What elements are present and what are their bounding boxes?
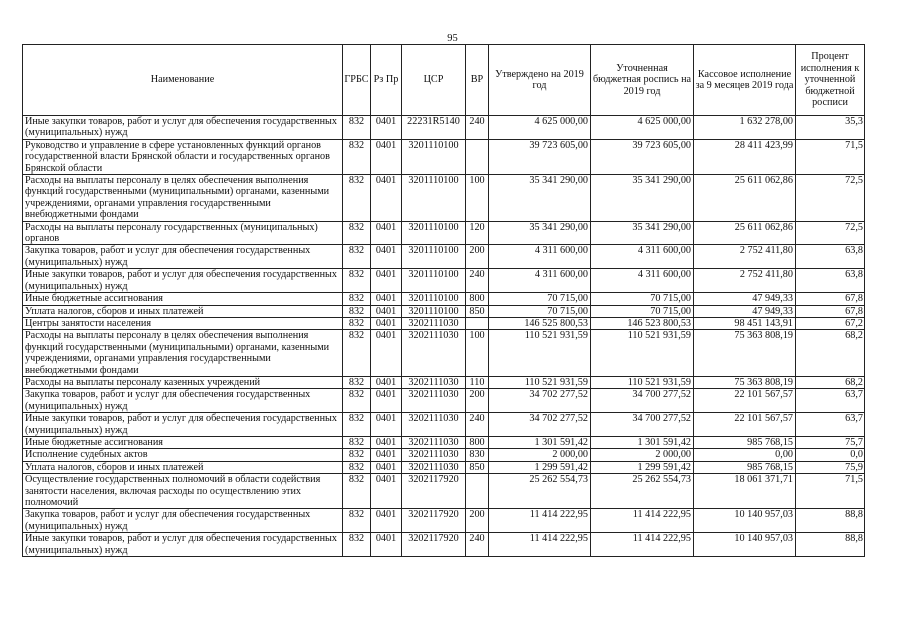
cell-grbs: 832 bbox=[343, 293, 371, 305]
cell-cash: 98 451 143,91 bbox=[694, 317, 796, 329]
cell-cash: 0,00 bbox=[694, 449, 796, 461]
cell-refined: 4 311 600,00 bbox=[591, 245, 694, 269]
cell-name: Руководство и управление в сфере установленных функций органов государственной власти Брянской области и государственных органов Брянской области bbox=[23, 139, 343, 174]
cell-rzpr: 0401 bbox=[371, 269, 402, 293]
cell-vr: 100 bbox=[466, 330, 489, 377]
cell-grbs: 832 bbox=[343, 175, 371, 222]
cell-cash: 10 140 957,03 bbox=[694, 533, 796, 557]
cell-approved: 2 000,00 bbox=[489, 449, 591, 461]
cell-name: Расходы на выплаты персоналу государственных (муниципальных) органов bbox=[23, 221, 343, 245]
cell-rzpr: 0401 bbox=[371, 139, 402, 174]
table-row bbox=[23, 533, 865, 557]
cell-vr: 110 bbox=[466, 376, 489, 388]
cell-percent: 88,8 bbox=[796, 533, 865, 557]
cell-name: Расходы на выплаты персоналу казенных учреждений bbox=[23, 376, 343, 388]
table-row bbox=[23, 116, 865, 140]
cell-vr: 800 bbox=[466, 293, 489, 305]
cell-vr bbox=[466, 317, 489, 329]
cell-csr: 3201110100 bbox=[402, 245, 466, 269]
cell-csr: 3201110100 bbox=[402, 269, 466, 293]
cell-refined: 2 000,00 bbox=[591, 449, 694, 461]
cell-csr: 3202117920 bbox=[402, 533, 466, 557]
cell-cash: 47 949,33 bbox=[694, 293, 796, 305]
cell-name: Иные закупки товаров, работ и услуг для обеспечения государственных (муниципальных) нужд bbox=[23, 269, 343, 293]
cell-grbs: 832 bbox=[343, 509, 371, 533]
cell-name: Исполнение судебных актов bbox=[23, 449, 343, 461]
cell-approved: 146 525 800,53 bbox=[489, 317, 591, 329]
cell-percent: 63,8 bbox=[796, 245, 865, 269]
cell-grbs: 832 bbox=[343, 245, 371, 269]
cell-refined: 4 311 600,00 bbox=[591, 269, 694, 293]
cell-grbs: 832 bbox=[343, 436, 371, 448]
cell-grbs: 832 bbox=[343, 376, 371, 388]
cell-rzpr: 0401 bbox=[371, 305, 402, 317]
cell-csr: 3202111030 bbox=[402, 376, 466, 388]
cell-percent: 67,8 bbox=[796, 293, 865, 305]
cell-vr: 200 bbox=[466, 509, 489, 533]
cell-percent: 68,2 bbox=[796, 376, 865, 388]
table-row bbox=[23, 139, 865, 174]
column-header-approved: Утверждено на 2019 год bbox=[489, 45, 591, 116]
cell-vr: 850 bbox=[466, 305, 489, 317]
cell-cash: 25 611 062,86 bbox=[694, 175, 796, 222]
cell-vr: 240 bbox=[466, 533, 489, 557]
table-row bbox=[23, 269, 865, 293]
cell-csr: 3202111030 bbox=[402, 330, 466, 377]
cell-rzpr: 0401 bbox=[371, 221, 402, 245]
cell-percent: 67,8 bbox=[796, 305, 865, 317]
cell-approved: 70 715,00 bbox=[489, 293, 591, 305]
cell-vr: 100 bbox=[466, 175, 489, 222]
cell-refined: 11 414 222,95 bbox=[591, 509, 694, 533]
cell-cash: 2 752 411,80 bbox=[694, 269, 796, 293]
cell-rzpr: 0401 bbox=[371, 293, 402, 305]
cell-rzpr: 0401 bbox=[371, 413, 402, 437]
table-row bbox=[23, 330, 865, 377]
cell-rzpr: 0401 bbox=[371, 116, 402, 140]
cell-percent: 88,8 bbox=[796, 509, 865, 533]
cell-csr: 22231R5140 bbox=[402, 116, 466, 140]
cell-vr: 200 bbox=[466, 245, 489, 269]
table-row bbox=[23, 474, 865, 509]
column-header-rzpr: Рз Пр bbox=[371, 45, 402, 116]
cell-name: Осуществление государственных полномочий в области содействия занятости населения, включая расходы по осуществлению этих полномочий bbox=[23, 474, 343, 509]
cell-percent: 63,7 bbox=[796, 413, 865, 437]
cell-approved: 35 341 290,00 bbox=[489, 175, 591, 222]
cell-approved: 4 625 000,00 bbox=[489, 116, 591, 140]
cell-cash: 1 632 278,00 bbox=[694, 116, 796, 140]
table-row bbox=[23, 245, 865, 269]
cell-percent: 71,5 bbox=[796, 474, 865, 509]
cell-csr: 3202111030 bbox=[402, 413, 466, 437]
cell-percent: 68,2 bbox=[796, 330, 865, 377]
cell-approved: 39 723 605,00 bbox=[489, 139, 591, 174]
cell-name: Расходы на выплаты персоналу в целях обеспечения выполнения функций государственными (муниципальными) органами, казенными учреждениями, органами управления государственными внебюджетными фондами bbox=[23, 175, 343, 222]
cell-cash: 47 949,33 bbox=[694, 305, 796, 317]
cell-rzpr: 0401 bbox=[371, 449, 402, 461]
cell-refined: 35 341 290,00 bbox=[591, 175, 694, 222]
cell-cash: 75 363 808,19 bbox=[694, 376, 796, 388]
cell-name: Иные закупки товаров, работ и услуг для обеспечения государственных (муниципальных) нужд bbox=[23, 116, 343, 140]
table-row bbox=[23, 436, 865, 448]
cell-refined: 25 262 554,73 bbox=[591, 474, 694, 509]
cell-refined: 110 521 931,59 bbox=[591, 330, 694, 377]
table-row bbox=[23, 413, 865, 437]
cell-csr: 3202117920 bbox=[402, 509, 466, 533]
cell-vr: 240 bbox=[466, 413, 489, 437]
cell-vr bbox=[466, 474, 489, 509]
cell-cash: 22 101 567,57 bbox=[694, 413, 796, 437]
column-header-percent: Процент исполнения к уточненной бюджетной росписи bbox=[796, 45, 865, 116]
cell-cash: 28 411 423,99 bbox=[694, 139, 796, 174]
cell-cash: 985 768,15 bbox=[694, 461, 796, 473]
cell-refined: 110 521 931,59 bbox=[591, 376, 694, 388]
cell-percent: 72,5 bbox=[796, 221, 865, 245]
cell-csr: 3202111030 bbox=[402, 436, 466, 448]
table-row bbox=[23, 509, 865, 533]
cell-cash: 25 611 062,86 bbox=[694, 221, 796, 245]
table-row bbox=[23, 293, 865, 305]
page-number: 95 bbox=[447, 33, 458, 44]
cell-rzpr: 0401 bbox=[371, 376, 402, 388]
cell-csr: 3201110100 bbox=[402, 293, 466, 305]
cell-grbs: 832 bbox=[343, 449, 371, 461]
cell-cash: 10 140 957,03 bbox=[694, 509, 796, 533]
cell-name: Иные закупки товаров, работ и услуг для обеспечения государственных (муниципальных) нужд bbox=[23, 533, 343, 557]
cell-cash: 985 768,15 bbox=[694, 436, 796, 448]
cell-refined: 11 414 222,95 bbox=[591, 533, 694, 557]
cell-vr: 830 bbox=[466, 449, 489, 461]
cell-rzpr: 0401 bbox=[371, 389, 402, 413]
cell-approved: 4 311 600,00 bbox=[489, 269, 591, 293]
budget-table bbox=[22, 44, 865, 557]
cell-cash: 22 101 567,57 bbox=[694, 389, 796, 413]
cell-cash: 75 363 808,19 bbox=[694, 330, 796, 377]
header-row bbox=[23, 45, 865, 116]
cell-rzpr: 0401 bbox=[371, 175, 402, 222]
cell-percent: 0,0 bbox=[796, 449, 865, 461]
table-row bbox=[23, 389, 865, 413]
cell-approved: 4 311 600,00 bbox=[489, 245, 591, 269]
table-row bbox=[23, 317, 865, 329]
cell-percent: 63,8 bbox=[796, 269, 865, 293]
cell-vr: 120 bbox=[466, 221, 489, 245]
cell-vr bbox=[466, 139, 489, 174]
cell-approved: 11 414 222,95 bbox=[489, 509, 591, 533]
cell-approved: 34 702 277,52 bbox=[489, 389, 591, 413]
cell-refined: 39 723 605,00 bbox=[591, 139, 694, 174]
table-row bbox=[23, 376, 865, 388]
column-header-grbs: ГРБС bbox=[343, 45, 371, 116]
table-row bbox=[23, 221, 865, 245]
cell-grbs: 832 bbox=[343, 330, 371, 377]
cell-cash: 18 061 371,71 bbox=[694, 474, 796, 509]
column-header-cash: Кассовое исполнение за 9 месяцев 2019 года bbox=[694, 45, 796, 116]
column-header-name: Наименование bbox=[23, 45, 343, 116]
cell-vr: 200 bbox=[466, 389, 489, 413]
cell-csr: 3202111030 bbox=[402, 317, 466, 329]
cell-percent: 72,5 bbox=[796, 175, 865, 222]
cell-approved: 70 715,00 bbox=[489, 305, 591, 317]
column-header-csr: ЦСР bbox=[402, 45, 466, 116]
cell-name: Центры занятости населения bbox=[23, 317, 343, 329]
cell-grbs: 832 bbox=[343, 474, 371, 509]
cell-name: Расходы на выплаты персоналу в целях обеспечения выполнения функций государственными (муниципальными) органами, казенными учреждениями, органами управления государственными внебюджетными фондами bbox=[23, 330, 343, 377]
cell-refined: 1 299 591,42 bbox=[591, 461, 694, 473]
cell-rzpr: 0401 bbox=[371, 436, 402, 448]
cell-csr: 3202111030 bbox=[402, 461, 466, 473]
cell-percent: 35,3 bbox=[796, 116, 865, 140]
cell-approved: 110 521 931,59 bbox=[489, 330, 591, 377]
cell-percent: 63,7 bbox=[796, 389, 865, 413]
cell-csr: 3202111030 bbox=[402, 449, 466, 461]
cell-name: Уплата налогов, сборов и иных платежей bbox=[23, 461, 343, 473]
cell-refined: 1 301 591,42 bbox=[591, 436, 694, 448]
cell-name: Иные закупки товаров, работ и услуг для обеспечения государственных (муниципальных) нужд bbox=[23, 413, 343, 437]
cell-csr: 3202111030 bbox=[402, 389, 466, 413]
cell-percent: 67,2 bbox=[796, 317, 865, 329]
cell-grbs: 832 bbox=[343, 533, 371, 557]
cell-grbs: 832 bbox=[343, 317, 371, 329]
cell-name: Закупка товаров, работ и услуг для обеспечения государственных (муниципальных) нужд bbox=[23, 509, 343, 533]
cell-approved: 1 299 591,42 bbox=[489, 461, 591, 473]
cell-csr: 3201110100 bbox=[402, 305, 466, 317]
cell-approved: 1 301 591,42 bbox=[489, 436, 591, 448]
cell-grbs: 832 bbox=[343, 269, 371, 293]
cell-percent: 75,7 bbox=[796, 436, 865, 448]
column-header-refined: Уточненная бюджетная роспись на 2019 год bbox=[591, 45, 694, 116]
cell-csr: 3201110100 bbox=[402, 221, 466, 245]
cell-rzpr: 0401 bbox=[371, 533, 402, 557]
cell-vr: 240 bbox=[466, 116, 489, 140]
cell-refined: 34 700 277,52 bbox=[591, 389, 694, 413]
table-header bbox=[23, 45, 865, 116]
table-row bbox=[23, 461, 865, 473]
cell-grbs: 832 bbox=[343, 116, 371, 140]
cell-grbs: 832 bbox=[343, 139, 371, 174]
table-row bbox=[23, 449, 865, 461]
cell-vr: 800 bbox=[466, 436, 489, 448]
cell-approved: 110 521 931,59 bbox=[489, 376, 591, 388]
cell-csr: 3201110100 bbox=[402, 139, 466, 174]
column-header-vr: ВР bbox=[466, 45, 489, 116]
cell-refined: 70 715,00 bbox=[591, 293, 694, 305]
table-body bbox=[23, 116, 865, 557]
cell-vr: 850 bbox=[466, 461, 489, 473]
cell-grbs: 832 bbox=[343, 221, 371, 245]
cell-csr: 3202117920 bbox=[402, 474, 466, 509]
cell-approved: 35 341 290,00 bbox=[489, 221, 591, 245]
cell-percent: 75,9 bbox=[796, 461, 865, 473]
cell-cash: 2 752 411,80 bbox=[694, 245, 796, 269]
cell-rzpr: 0401 bbox=[371, 245, 402, 269]
cell-name: Иные бюджетные ассигнования bbox=[23, 436, 343, 448]
cell-refined: 70 715,00 bbox=[591, 305, 694, 317]
cell-approved: 34 702 277,52 bbox=[489, 413, 591, 437]
cell-rzpr: 0401 bbox=[371, 474, 402, 509]
cell-refined: 35 341 290,00 bbox=[591, 221, 694, 245]
cell-refined: 4 625 000,00 bbox=[591, 116, 694, 140]
cell-refined: 34 700 277,52 bbox=[591, 413, 694, 437]
cell-approved: 25 262 554,73 bbox=[489, 474, 591, 509]
cell-name: Закупка товаров, работ и услуг для обеспечения государственных (муниципальных) нужд bbox=[23, 245, 343, 269]
cell-rzpr: 0401 bbox=[371, 317, 402, 329]
cell-grbs: 832 bbox=[343, 461, 371, 473]
cell-rzpr: 0401 bbox=[371, 509, 402, 533]
cell-grbs: 832 bbox=[343, 413, 371, 437]
cell-rzpr: 0401 bbox=[371, 461, 402, 473]
cell-grbs: 832 bbox=[343, 389, 371, 413]
cell-name: Закупка товаров, работ и услуг для обеспечения государственных (муниципальных) нужд bbox=[23, 389, 343, 413]
cell-refined: 146 523 800,53 bbox=[591, 317, 694, 329]
table-row bbox=[23, 175, 865, 222]
cell-percent: 71,5 bbox=[796, 139, 865, 174]
cell-name: Уплата налогов, сборов и иных платежей bbox=[23, 305, 343, 317]
cell-grbs: 832 bbox=[343, 305, 371, 317]
cell-vr: 240 bbox=[466, 269, 489, 293]
cell-name: Иные бюджетные ассигнования bbox=[23, 293, 343, 305]
cell-approved: 11 414 222,95 bbox=[489, 533, 591, 557]
cell-rzpr: 0401 bbox=[371, 330, 402, 377]
cell-csr: 3201110100 bbox=[402, 175, 466, 222]
table-row bbox=[23, 305, 865, 317]
